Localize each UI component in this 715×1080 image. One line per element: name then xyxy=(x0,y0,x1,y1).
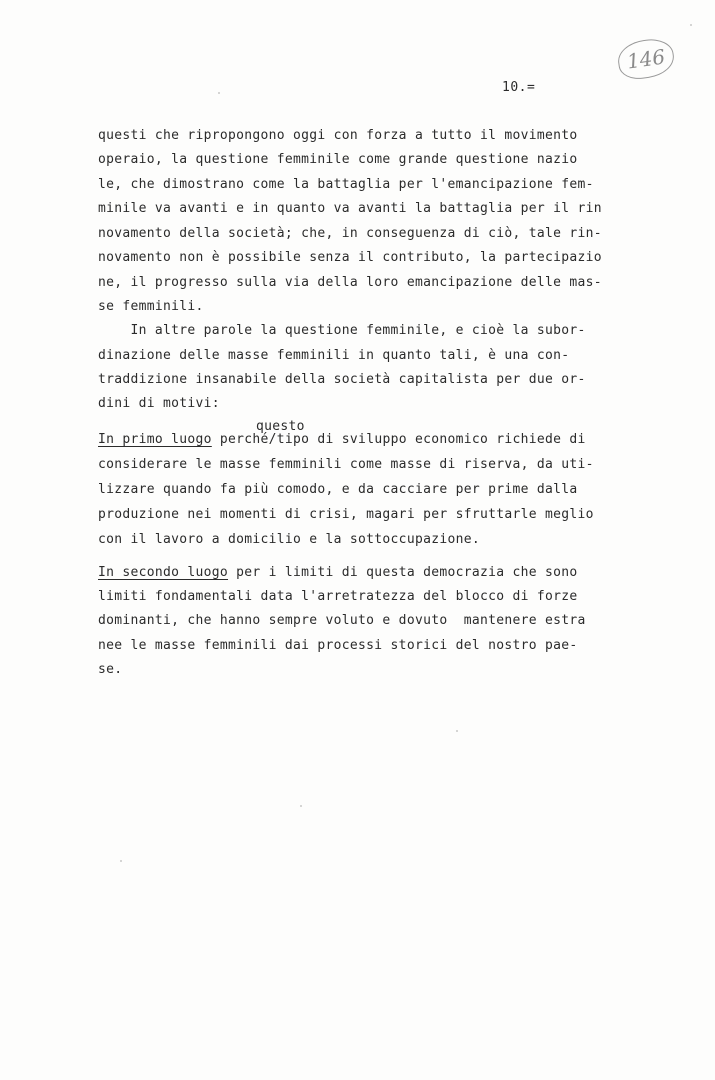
text-line: In altre parole la questione femminile, e cioè la subor- xyxy=(98,323,586,338)
page-number: 10.= xyxy=(502,80,536,95)
text-line: traddizione insanabile della società capitalista per due or- xyxy=(98,372,586,387)
underlined-heading: In secondo luogo xyxy=(98,565,229,580)
text-line: le, che dimostrano come la battaglia per l'emancipazione fem- xyxy=(98,177,594,192)
text-line: se femminili. xyxy=(98,299,204,314)
text-line: limiti fondamentali data l'arretratezza del blocco di forze xyxy=(98,589,578,604)
text-line: dominanti, che hanno sempre voluto e dovuto mantenere estra xyxy=(98,613,586,628)
text-line: lizzare quando fa più comodo, e da cacciare per prime dalla xyxy=(98,482,578,497)
text-line: minile va avanti e in quanto va avanti la battaglia per il rin xyxy=(98,201,602,216)
text-line: dinazione delle masse femminili in quanto tali, è una con- xyxy=(98,348,570,363)
text-line: dini di motivi: xyxy=(98,396,220,411)
text-line: operaio, la questione femminile come grande questione nazio xyxy=(98,152,578,167)
text-line: nee le masse femminili dai processi storici del nostro pae- xyxy=(98,638,578,653)
text-line: considerare le masse femminili come masse di riserva, da uti- xyxy=(98,457,594,472)
text-line xyxy=(98,565,577,580)
text-line: con il lavoro a domicilio e la sottoccupazione. xyxy=(98,532,480,547)
text-line: produzione nei momenti di crisi, magari per sfruttarle meglio xyxy=(98,507,594,522)
text-span: perché/tipo di sviluppo economico richiede di xyxy=(211,432,586,447)
text-line: ne, il progresso sulla via della loro emancipazione delle mas- xyxy=(98,275,602,290)
scan-speck xyxy=(218,92,220,94)
archive-stamp: 146 xyxy=(616,36,677,81)
scan-speck xyxy=(300,805,302,807)
text-line: se. xyxy=(98,662,123,677)
text-line xyxy=(98,432,586,447)
text-line: novamento della società; che, in conseguenza di ciò, tale rin- xyxy=(98,226,602,241)
scan-speck xyxy=(690,24,692,26)
text-line: questi che ripropongono oggi con forza a tutto il movimento xyxy=(98,128,578,143)
scan-speck xyxy=(120,860,122,862)
text-span: per i limiti di questa democrazia che sono xyxy=(228,565,578,580)
scan-speck xyxy=(456,730,458,732)
handwritten-insert: questo xyxy=(256,419,305,434)
underlined-heading: In primo luogo xyxy=(98,432,212,447)
text-line: novamento non è possibile senza il contributo, la partecipazio xyxy=(98,250,602,265)
